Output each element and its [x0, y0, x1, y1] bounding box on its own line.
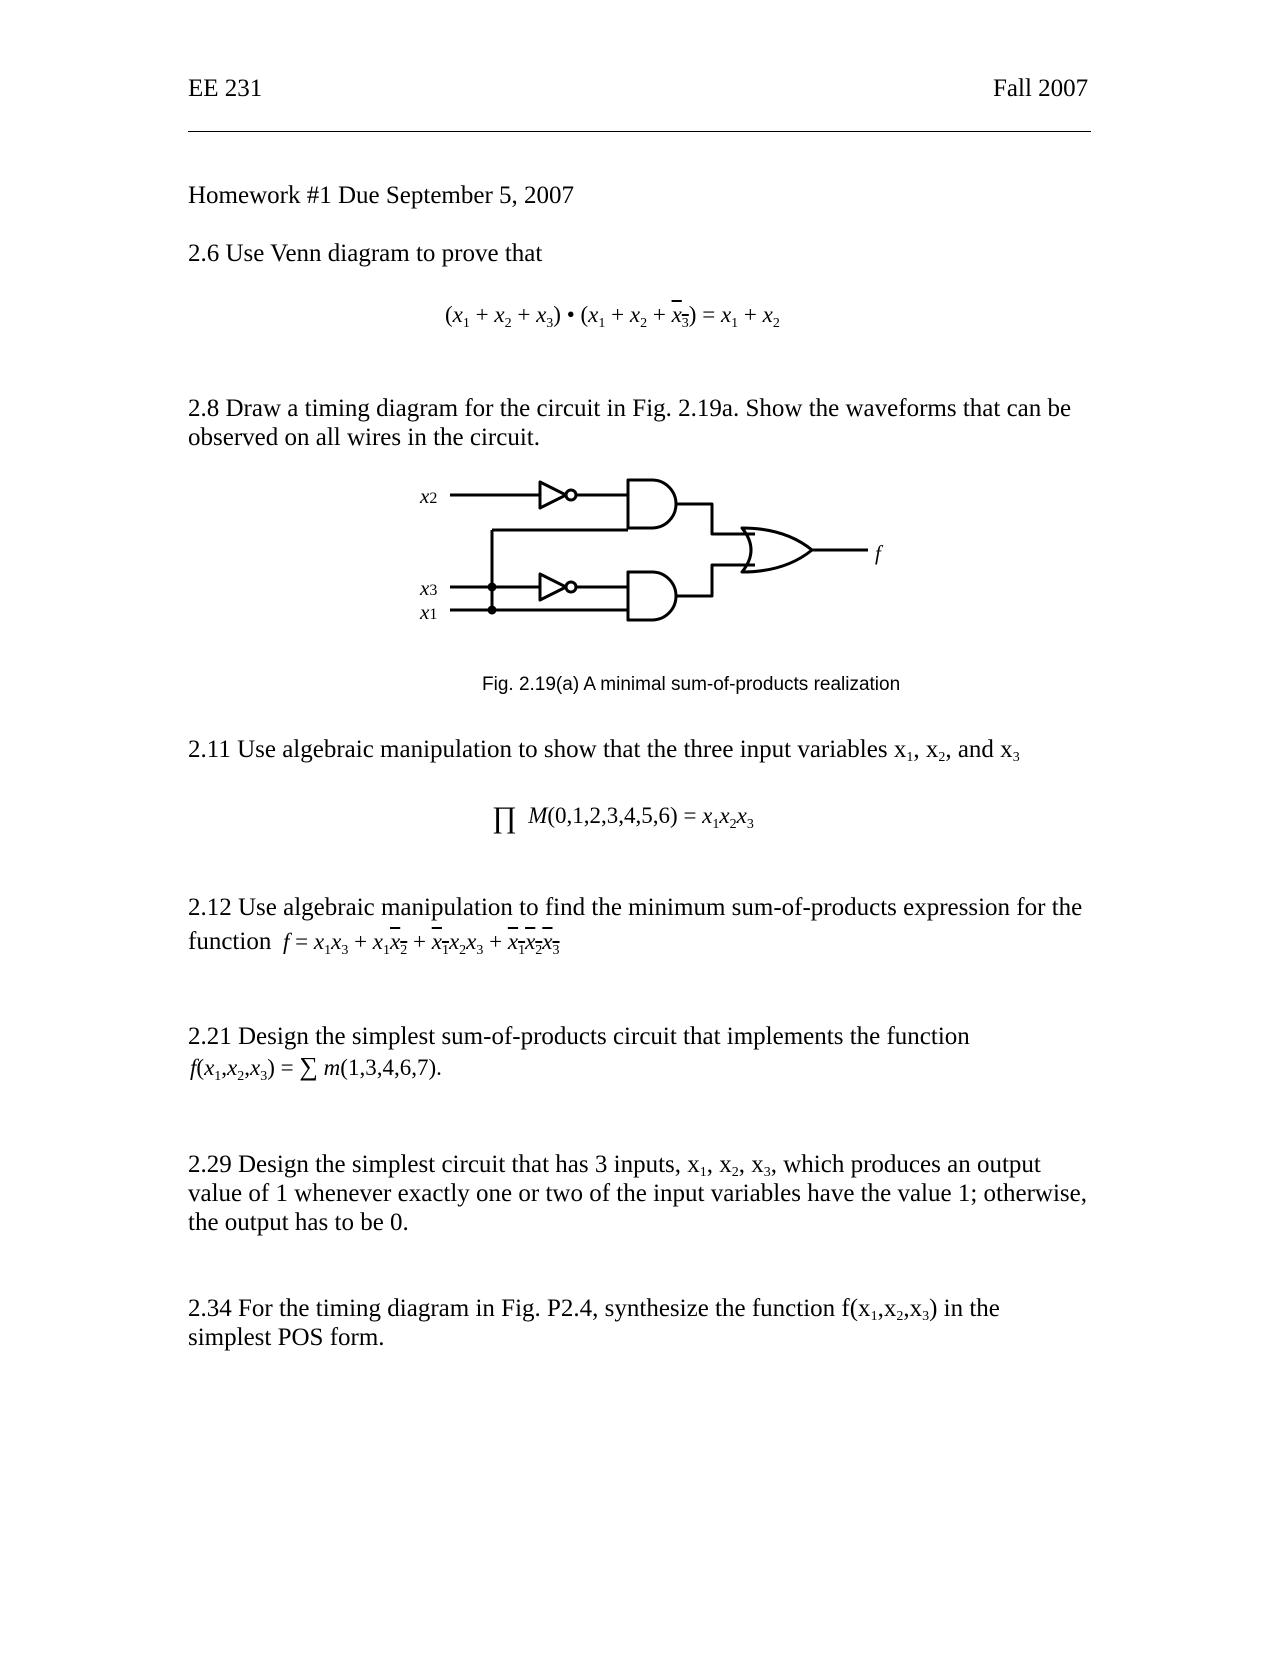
- problem-2-29-line1: 2.29 Design the simplest circuit that has 3 inputs, x1, x2, x3, which produces an output: [188, 1151, 1041, 1180]
- circuit-diagram: [400, 470, 920, 640]
- junction-x3: [488, 583, 497, 592]
- problem-2-11-text: 2.11 Use algebraic manipulation to show that the three input variables x1, x2, and x3: [188, 736, 1020, 765]
- and-gate-top: [628, 480, 676, 528]
- term-label: Fall 2007: [993, 75, 1089, 102]
- homework-title: Homework #1 Due September 5, 2007: [188, 182, 575, 209]
- problem-2-6-text: 2.6 Use Venn diagram to prove that: [188, 240, 543, 267]
- not-gate-bottom: [540, 574, 566, 600]
- header-divider: [188, 131, 1091, 132]
- problem-2-8-line2: observed on all wires in the circuit.: [188, 424, 540, 451]
- label-x2: x2: [420, 484, 438, 508]
- equation-2-11: ∏ $M(0,1,2,3,4,5,6) = x_1x_2x_3$: [492, 801, 754, 834]
- problem-2-34-line2: simplest POS form.: [188, 1324, 385, 1351]
- not-bubble-bottom: [566, 582, 576, 592]
- expression-2-12: $f = x_1x_3 + x_1x_2 + x_1x_2x_3 + x_1x_2x_3$: [283, 929, 560, 958]
- equation-2-6: $(x_1 + x_2 + x_3)$ • $(x_1 + x_2 + x_3) = x_1 + x_2$: [445, 302, 780, 331]
- problem-2-12-line1: 2.12 Use algebraic manipulation to find the minimum sum-of-products expression for the: [188, 894, 1083, 921]
- and-gate-bottom: [628, 572, 676, 620]
- problem-2-29-line2: value of 1 whenever exactly one or two of the input variables have the value 1; otherwise,: [188, 1180, 1087, 1207]
- label-x1: x1: [420, 600, 438, 624]
- not-bubble-top: [566, 490, 576, 500]
- problem-2-21-line1: 2.21 Design the simplest sum-of-products circuit that implements the function: [188, 1023, 970, 1050]
- problem-2-8-line1: 2.8 Draw a timing diagram for the circuit in Fig. 2.19a. Show the waveforms that can be: [188, 395, 1072, 422]
- figure-caption: Fig. 2.19(a) A minimal sum-of-products realization: [482, 674, 901, 695]
- label-x3: x3: [420, 576, 438, 600]
- junction-x1: [488, 606, 497, 615]
- course-code: EE 231: [188, 75, 263, 102]
- problem-2-34-line1: 2.34 For the timing diagram in Fig. P2.4, synthesize the function f(x1,x2,x3) in the: [188, 1295, 1000, 1324]
- expression-2-21: $f(x_1,x_2,x_3)$ = ∑ m(1,3,4,6,7).: [190, 1052, 442, 1084]
- not-gate-top: [540, 482, 566, 508]
- problem-2-12-line2: function: [188, 928, 272, 955]
- problem-2-29-line3: the output has to be 0.: [188, 1209, 409, 1236]
- label-f: f: [875, 541, 881, 565]
